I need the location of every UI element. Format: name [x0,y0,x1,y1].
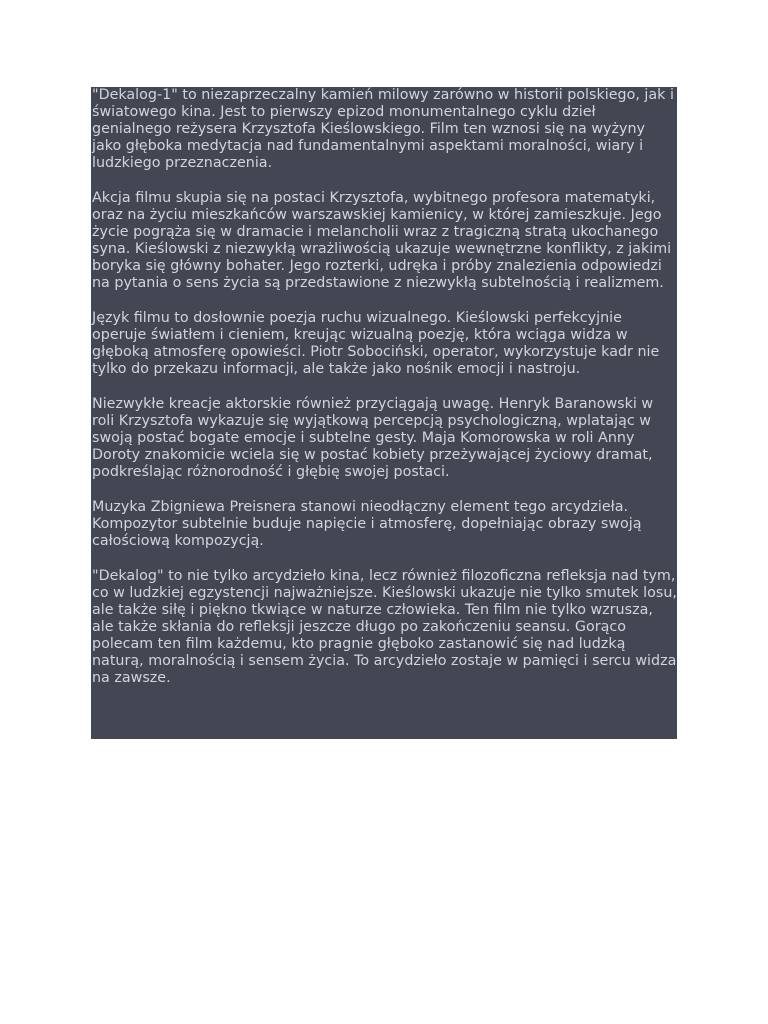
paragraph-visual-language: Język filmu to dosłownie poezja ruchu wizualnego. Kieślowski perfekcyjnie operuje światłem i cieniem, kreując wizualną poezję, która wciąga widza w głęboką atmosferę opowieści. Piotr Sobociński, operator, wykorzystuje kadr nie tylko do przekazu informacji, ale także jako nośnik emocji i nastroju. [92,310,660,377]
paragraph-music: Muzyka Zbigniewa Preisnera stanowi nieodłączny element tego arcydzieła. Kompozytor subtelnie buduje napięcie i atmosferę, dopełniając obrazy swoją całościową kompozycją. [92,499,642,549]
paragraph-intro: "Dekalog-1" to niezaprzeczalny kamień milowy zarówno w historii polskiego, jak i światowego kina. Jest to pierwszy epizod monumentalnego cyklu dzieł genialnego reżysera Krzysztofa Kieślowskiego. Film ten wznosi się na wyżyny jako głęboka medytacja nad fundamentalnymi aspektami moralności, wiary i ludzkiego przeznaczenia. [92,87,674,171]
paragraph-acting: Niezwykłe kreacje aktorskie również przyciągają uwagę. Henryk Baranowski w roli Krzysztofa wykazuje się wyjątkową percepcją psychologiczną, wplatając w swoją postać bogate emocje i subtelne gesty. Maja Komorowska w roli Anny Doroty znakomicie wciela się w postać kobiety przeżywającej życiowy dramat, podkreślając różnorodność i głębię swojej postaci. [92,396,654,480]
paragraph-conclusion: "Dekalog" to nie tylko arcydzieło kina, lecz również filozoficzna refleksja nad tym, co w ludzkiej egzystencji najważniejsze. Kieślowski ukazuje nie tylko smutek losu, ale także siłę i piękno tkwiące w naturze człowieka. Ten film nie tylko wzrusza, ale także skłania do refleksji jeszcze długo po zakończeniu seansu. Gorąco polecam ten film każdemu, kto pragnie głęboko zastanowić się nad ludzką naturą, moralnością i sensem życia. To arcydzieło zostaje w pamięci i sercu widza na zawsze. [92,568,677,686]
review-text-block [91,87,677,739]
paragraph-plot: Akcja filmu skupia się na postaci Krzysztofa, wybitnego profesora matematyki, oraz na życiu mieszkańców warszawskiej kamienicy, w której zamieszkuje. Jego życie pogrąża się w dramacie i melancholii wraz z tragiczną stratą ukochanego syna. Kieślowski z niezwykłą wrażliwością ukazuje wewnętrzne konflikty, z jakimi boryka się główny bohater. Jego rozterki, udręka i próby znalezienia odpowiedzi na pytania o sens życia są przedstawione z niezwykłą subtelnością i realizmem. [92,190,672,291]
